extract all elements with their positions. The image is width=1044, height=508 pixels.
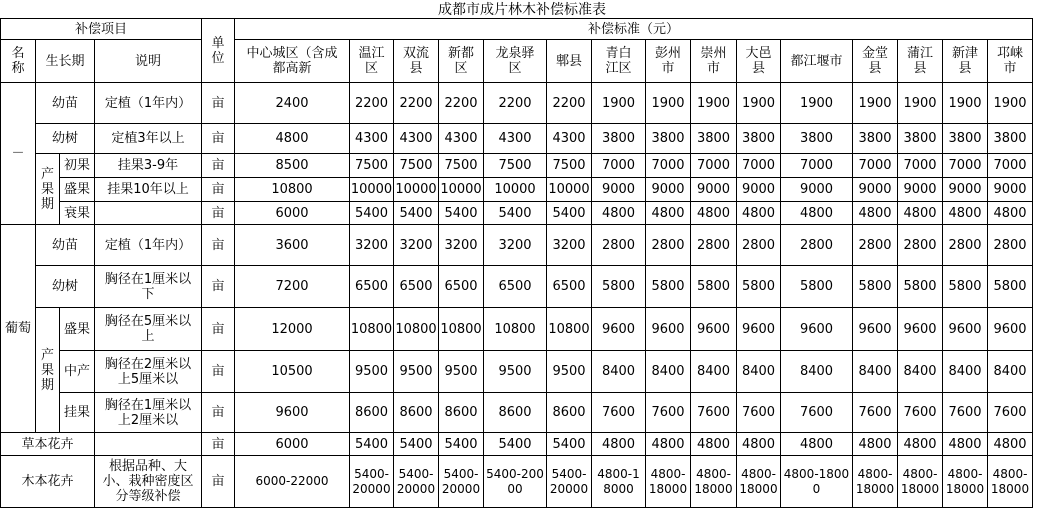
value-cell: 7600 [592, 393, 646, 433]
value-cell: 12000 [235, 308, 350, 351]
group-name-cell: 葡萄 [1, 225, 36, 433]
value-cell: 8400 [781, 351, 853, 393]
value-cell: 3800 [691, 124, 737, 154]
value-cell: 10800 [394, 308, 439, 351]
compensation-table [0, 18, 1033, 508]
value-cell: 7600 [853, 393, 898, 433]
value-cell: 8400 [853, 351, 898, 393]
value-cell: 5400-20000 [484, 456, 547, 508]
value-cell: 9600 [646, 308, 691, 351]
desc-cell [95, 433, 202, 456]
value-cell: 4800 [737, 202, 781, 225]
value-cell: 2400 [235, 83, 350, 124]
value-cell: 4800 [853, 202, 898, 225]
header-project: 补偿项目 [1, 19, 202, 40]
value-cell: 7500 [394, 154, 439, 178]
value-cell: 7500 [439, 154, 484, 178]
growth-sub-cell: 初果 [60, 154, 95, 178]
value-cell: 7600 [691, 393, 737, 433]
value-cell: 4800 [737, 433, 781, 456]
value-cell: 10000 [350, 178, 394, 202]
header-region: 邛崃市 [988, 40, 1033, 83]
value-cell: 2800 [988, 225, 1033, 266]
value-cell: 7000 [691, 154, 737, 178]
value-cell: 9600 [898, 308, 943, 351]
value-cell: 10500 [235, 351, 350, 393]
value-cell: 7000 [737, 154, 781, 178]
table-title: 成都市成片林木补偿标准表 [438, 2, 606, 18]
value-cell: 2800 [737, 225, 781, 266]
value-cell: 2200 [547, 83, 592, 124]
value-cell: 6500 [484, 266, 547, 308]
header-region: 龙泉驿区 [484, 40, 547, 83]
value-cell: 7000 [646, 154, 691, 178]
value-cell: 4800 [646, 433, 691, 456]
desc-cell: 胸径在1厘米以下 [95, 266, 202, 308]
value-cell: 4800-18000 [898, 456, 943, 508]
table-row [1, 351, 1033, 393]
value-cell: 9000 [737, 178, 781, 202]
unit-cell: 亩 [202, 225, 235, 266]
value-cell: 7000 [781, 154, 853, 178]
value-cell: 4800 [988, 202, 1033, 225]
header-region: 崇州市 [691, 40, 737, 83]
value-cell: 4800-18000 [592, 456, 646, 508]
value-cell: 1900 [737, 83, 781, 124]
value-cell: 4800 [781, 433, 853, 456]
value-cell: 4800 [853, 433, 898, 456]
value-cell: 6000 [235, 202, 350, 225]
header-row-1 [1, 19, 1033, 40]
value-cell: 6500 [394, 266, 439, 308]
value-cell: 5400 [350, 433, 394, 456]
value-cell: 4800 [943, 433, 988, 456]
value-cell: 5400 [484, 433, 547, 456]
value-cell: 4300 [484, 124, 547, 154]
value-cell: 8600 [484, 393, 547, 433]
value-cell: 1900 [988, 83, 1033, 124]
unit-cell: 亩 [202, 83, 235, 124]
value-cell: 3800 [853, 124, 898, 154]
value-cell: 7600 [781, 393, 853, 433]
value-cell: 10800 [235, 178, 350, 202]
value-cell: 4300 [547, 124, 592, 154]
growth-cell: 幼树 [36, 266, 95, 308]
unit-cell: 亩 [202, 433, 235, 456]
value-cell: 9600 [592, 308, 646, 351]
value-cell: 8600 [439, 393, 484, 433]
value-cell: 9000 [691, 178, 737, 202]
value-cell: 1900 [853, 83, 898, 124]
value-cell: 9600 [988, 308, 1033, 351]
value-cell: 10000 [394, 178, 439, 202]
value-cell: 5400 [484, 202, 547, 225]
value-cell: 8400 [691, 351, 737, 393]
value-cell: 5400 [439, 433, 484, 456]
value-cell: 5400 [350, 202, 394, 225]
value-cell: 7000 [592, 154, 646, 178]
header-region: 都江堰市 [781, 40, 853, 83]
value-cell: 9000 [943, 178, 988, 202]
value-cell: 9000 [781, 178, 853, 202]
value-cell: 4800 [988, 433, 1033, 456]
desc-cell: 胸径在1厘米以上2厘米以 [95, 393, 202, 433]
growth-sub-cell: 盛果 [60, 308, 95, 351]
growth-sub-cell: 盛果 [60, 178, 95, 202]
unit-cell: 亩 [202, 154, 235, 178]
value-cell: 5400 [394, 202, 439, 225]
value-cell: 4800-18000 [853, 456, 898, 508]
value-cell: 7000 [943, 154, 988, 178]
value-cell: 2800 [943, 225, 988, 266]
value-cell: 1900 [898, 83, 943, 124]
unit-cell: 亩 [202, 393, 235, 433]
value-cell: 2800 [781, 225, 853, 266]
growth-cell: 幼树 [36, 124, 95, 154]
value-cell: 4800-18000 [737, 456, 781, 508]
value-cell: 2800 [646, 225, 691, 266]
value-cell: 9500 [394, 351, 439, 393]
value-cell: 3800 [737, 124, 781, 154]
value-cell: 10000 [439, 178, 484, 202]
value-cell: 10800 [484, 308, 547, 351]
value-cell: 1900 [592, 83, 646, 124]
value-cell: 5800 [592, 266, 646, 308]
value-cell: 5400-20000 [547, 456, 592, 508]
value-cell: 8600 [394, 393, 439, 433]
header-region: 新津县 [943, 40, 988, 83]
value-cell: 9600 [691, 308, 737, 351]
value-cell: 10800 [439, 308, 484, 351]
value-cell: 5400 [439, 202, 484, 225]
value-cell: 8400 [646, 351, 691, 393]
value-cell: 5400-20000 [350, 456, 394, 508]
value-cell: 7200 [235, 266, 350, 308]
value-cell: 4800 [592, 433, 646, 456]
value-cell: 4800 [943, 202, 988, 225]
value-cell: 9600 [943, 308, 988, 351]
unit-cell: 亩 [202, 124, 235, 154]
value-cell: 4300 [394, 124, 439, 154]
header-standard: 补偿标准（元） [235, 19, 1033, 40]
value-cell: 2200 [484, 83, 547, 124]
value-cell: 7000 [898, 154, 943, 178]
value-cell: 5800 [781, 266, 853, 308]
value-cell: 7000 [988, 154, 1033, 178]
value-cell: 6000 [235, 433, 350, 456]
desc-cell: 挂果10年以上 [95, 178, 202, 202]
value-cell: 9500 [350, 351, 394, 393]
desc-cell: 定植（1年内） [95, 83, 202, 124]
unit-cell: 亩 [202, 351, 235, 393]
header-growth: 生长期 [36, 40, 95, 83]
value-cell: 8400 [988, 351, 1033, 393]
header-region: 中心城区（含成都高新 [235, 40, 350, 83]
value-cell: 3200 [350, 225, 394, 266]
value-cell: 4800-18000 [646, 456, 691, 508]
value-cell: 5800 [898, 266, 943, 308]
value-cell: 9500 [439, 351, 484, 393]
value-cell: 2200 [350, 83, 394, 124]
value-cell: 10000 [484, 178, 547, 202]
table-row [1, 178, 1033, 202]
value-cell: 9600 [737, 308, 781, 351]
fruit-period-cell: 产果期 [36, 154, 60, 225]
value-cell: 9000 [592, 178, 646, 202]
value-cell: 2200 [394, 83, 439, 124]
value-cell: 4800 [898, 433, 943, 456]
value-cell: 9000 [853, 178, 898, 202]
desc-cell [95, 202, 202, 225]
fruit-period-cell: 产果期 [36, 308, 60, 433]
growth-cell: 幼苗 [36, 225, 95, 266]
value-cell: 7500 [484, 154, 547, 178]
value-cell: 4800 [691, 433, 737, 456]
value-cell: 1900 [781, 83, 853, 124]
value-cell: 7600 [646, 393, 691, 433]
value-cell: 3800 [592, 124, 646, 154]
header-desc: 说明 [95, 40, 202, 83]
value-cell: 5400 [547, 202, 592, 225]
table-row [1, 433, 1033, 456]
value-cell: 3600 [235, 225, 350, 266]
table-row [1, 308, 1033, 351]
value-cell: 6500 [439, 266, 484, 308]
value-cell: 5400 [394, 433, 439, 456]
unit-cell: 亩 [202, 178, 235, 202]
value-cell: 9500 [484, 351, 547, 393]
value-cell: 3200 [439, 225, 484, 266]
value-cell: 8500 [235, 154, 350, 178]
unit-cell: 亩 [202, 266, 235, 308]
value-cell: 5800 [853, 266, 898, 308]
value-cell: 4800-18000 [988, 456, 1033, 508]
value-cell: 5800 [691, 266, 737, 308]
value-cell: 7600 [943, 393, 988, 433]
value-cell: 6000-22000 [235, 456, 350, 508]
header-unit: 单位 [202, 19, 235, 83]
value-cell: 3800 [781, 124, 853, 154]
value-cell: 7500 [350, 154, 394, 178]
desc-cell: 定植（1年内） [95, 225, 202, 266]
value-cell: 3200 [484, 225, 547, 266]
value-cell: 9600 [853, 308, 898, 351]
header-region: 彭州市 [646, 40, 691, 83]
value-cell: 8400 [898, 351, 943, 393]
value-cell: 2200 [439, 83, 484, 124]
value-cell: 4800-18000 [781, 456, 853, 508]
value-cell: 6500 [350, 266, 394, 308]
value-cell: 5400-20000 [394, 456, 439, 508]
value-cell: 8400 [592, 351, 646, 393]
header-region: 双流县 [394, 40, 439, 83]
value-cell: 5800 [646, 266, 691, 308]
header-region: 蒲江县 [898, 40, 943, 83]
value-cell: 2800 [853, 225, 898, 266]
category-cell: 木本花卉 [1, 456, 95, 508]
value-cell: 4300 [439, 124, 484, 154]
value-cell: 5400 [547, 433, 592, 456]
value-cell: 4800 [898, 202, 943, 225]
unit-cell: 亩 [202, 308, 235, 351]
value-cell: 3800 [943, 124, 988, 154]
value-cell: 9000 [898, 178, 943, 202]
value-cell: 4800 [781, 202, 853, 225]
value-cell: 6500 [547, 266, 592, 308]
value-cell: 4800-18000 [691, 456, 737, 508]
desc-cell: 定植3年以上 [95, 124, 202, 154]
value-cell: 2800 [898, 225, 943, 266]
value-cell: 9600 [781, 308, 853, 351]
value-cell: 2800 [691, 225, 737, 266]
value-cell: 10000 [547, 178, 592, 202]
value-cell: 4300 [350, 124, 394, 154]
value-cell: 7600 [737, 393, 781, 433]
header-region: 金堂县 [853, 40, 898, 83]
value-cell: 1900 [691, 83, 737, 124]
unit-cell: 亩 [202, 202, 235, 225]
value-cell: 10800 [547, 308, 592, 351]
value-cell: 3200 [394, 225, 439, 266]
value-cell: 7500 [547, 154, 592, 178]
value-cell: 5800 [988, 266, 1033, 308]
value-cell: 8400 [737, 351, 781, 393]
value-cell: 3800 [988, 124, 1033, 154]
value-cell: 5800 [737, 266, 781, 308]
value-cell: 9000 [646, 178, 691, 202]
header-row-2 [1, 40, 1033, 83]
table-row [1, 456, 1033, 508]
value-cell: 3200 [547, 225, 592, 266]
unit-cell: 亩 [202, 456, 235, 508]
table-row [1, 202, 1033, 225]
header-region: 新都区 [439, 40, 484, 83]
value-cell: 4800 [592, 202, 646, 225]
growth-cell: 幼苗 [36, 83, 95, 124]
table-row [1, 225, 1033, 266]
desc-cell: 根据品种、大小、栽种密度区分等级补偿 [95, 456, 202, 508]
value-cell: 5800 [943, 266, 988, 308]
header-region: 温江区 [350, 40, 394, 83]
value-cell: 5400-20000 [439, 456, 484, 508]
value-cell: 10800 [350, 308, 394, 351]
value-cell: 3800 [898, 124, 943, 154]
growth-sub-cell: 挂果 [60, 393, 95, 433]
desc-cell: 胸径在5厘米以上 [95, 308, 202, 351]
header-name: 名称 [1, 40, 36, 83]
value-cell: 8600 [350, 393, 394, 433]
value-cell: 3800 [646, 124, 691, 154]
value-cell: 9600 [235, 393, 350, 433]
desc-cell: 挂果3-9年 [95, 154, 202, 178]
header-region: 郫县 [547, 40, 592, 83]
value-cell: 4800 [646, 202, 691, 225]
category-cell: 草本花卉 [1, 433, 95, 456]
value-cell: 2800 [592, 225, 646, 266]
value-cell: 8400 [943, 351, 988, 393]
value-cell: 8600 [547, 393, 592, 433]
value-cell: 9500 [547, 351, 592, 393]
growth-sub-cell: 衰果 [60, 202, 95, 225]
value-cell: 1900 [646, 83, 691, 124]
group-name-cell: － [1, 83, 36, 225]
growth-sub-cell: 中产 [60, 351, 95, 393]
table-row [1, 393, 1033, 433]
value-cell: 4800 [235, 124, 350, 154]
value-cell: 7000 [853, 154, 898, 178]
header-region: 青白江区 [592, 40, 646, 83]
value-cell: 7600 [898, 393, 943, 433]
value-cell: 7600 [988, 393, 1033, 433]
desc-cell: 胸径在2厘米以上5厘米以 [95, 351, 202, 393]
table-row [1, 266, 1033, 308]
table-row [1, 83, 1033, 124]
value-cell: 4800 [691, 202, 737, 225]
table-row [1, 124, 1033, 154]
table-row [1, 154, 1033, 178]
value-cell: 9000 [988, 178, 1033, 202]
value-cell: 1900 [943, 83, 988, 124]
value-cell: 4800-18000 [943, 456, 988, 508]
header-region: 大邑县 [737, 40, 781, 83]
